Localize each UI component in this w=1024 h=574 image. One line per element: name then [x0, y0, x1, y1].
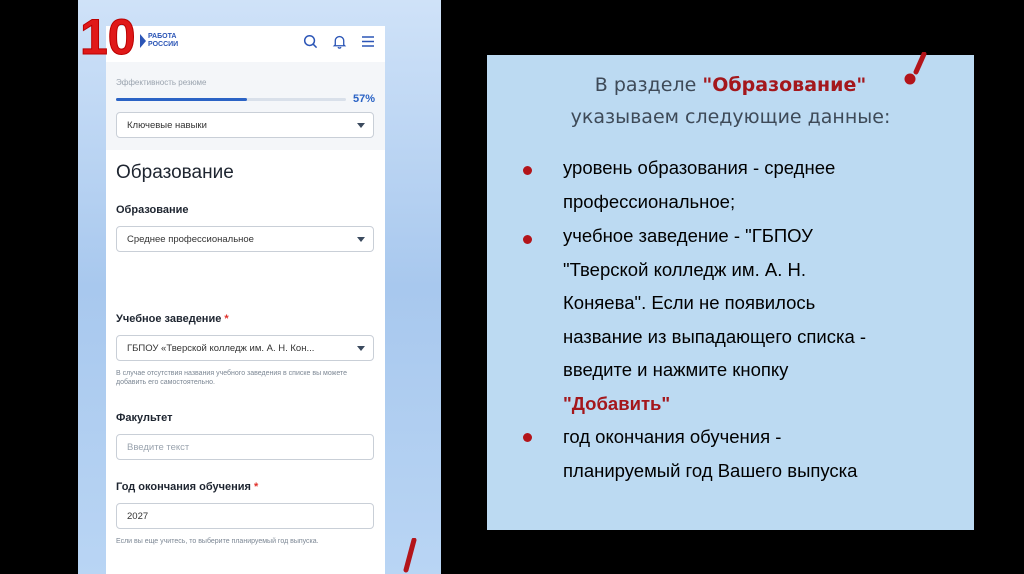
progress-label: Эффективность резюме	[116, 78, 207, 87]
progress-bar-fill	[116, 98, 247, 101]
graduation-year-value: 2027	[127, 511, 149, 522]
bullet-education-level: уровень образования - среднее профессиональное;	[563, 157, 836, 212]
resume-progress-panel	[106, 62, 385, 150]
info-panel	[487, 55, 974, 530]
info-heading-bold: "Образование"	[702, 74, 867, 96]
search-icon[interactable]	[303, 34, 318, 49]
faculty-label: Факультет	[116, 412, 173, 424]
chevron-down-icon	[357, 123, 365, 128]
chevron-down-icon	[357, 346, 365, 351]
bullet-institution: учебное заведение - "ГБПОУ "Тверской колледж им. А. Н. Коняева". Если не появилось название из выпадающего списка - введите и нажмите кнопку "Добавить"	[563, 219, 961, 421]
bullet-dot-icon	[523, 166, 532, 175]
graduation-label: Год окончания обучения *	[116, 481, 259, 493]
institution-select[interactable]	[116, 335, 374, 361]
exclamation-mark-icon	[898, 52, 932, 92]
section-select-value: Ключевые навыки	[127, 120, 207, 131]
graduation-hint: Если вы еще учитесь, то выберите планируемый год выпуска.	[116, 538, 319, 545]
app-header	[106, 26, 385, 63]
education-select[interactable]	[116, 226, 374, 252]
logo-line2: РОССИИ	[148, 41, 179, 48]
phone-screen	[106, 26, 385, 574]
logo-line1: РАБОТА	[148, 33, 177, 40]
bullet-dot-icon	[523, 235, 532, 244]
info-heading: В разделе "Образование"	[594, 74, 867, 96]
exclamation-mark-icon	[392, 538, 422, 574]
education-label: Образование	[116, 204, 189, 216]
education-value: Среднее профессиональное	[127, 234, 254, 245]
section-select[interactable]	[116, 112, 374, 138]
info-heading-line2: указываем следующие данные:	[570, 106, 891, 128]
faculty-input[interactable]	[116, 434, 374, 460]
logo-mark-icon	[140, 34, 146, 48]
graduation-year-field[interactable]	[116, 503, 374, 529]
institution-value: ГБПОУ «Тверской колледж им. А. Н. Кон...	[127, 343, 315, 354]
progress-percent: 57%	[352, 93, 375, 105]
slide-number: 10	[80, 9, 136, 65]
bullet-dot-icon	[523, 433, 532, 442]
institution-hint: В случае отсутствия названия учебного заведения в списке вы можете добавить его самостоятельно.	[116, 370, 348, 386]
faculty-placeholder: Введите текст	[127, 442, 190, 453]
progress-bar	[116, 98, 346, 101]
required-mark: *	[254, 481, 259, 493]
required-mark: *	[224, 313, 229, 325]
bell-icon[interactable]	[332, 34, 347, 49]
institution-label: Учебное заведение *	[116, 313, 229, 325]
logo[interactable]	[140, 33, 178, 49]
chevron-down-icon	[357, 237, 365, 242]
add-button-mention: "Добавить"	[563, 392, 671, 414]
menu-icon[interactable]	[361, 35, 375, 48]
bullet-graduation-year: год окончания обучения - планируемый год Вашего выпуска	[563, 426, 858, 481]
page-title: Образование	[116, 162, 234, 183]
